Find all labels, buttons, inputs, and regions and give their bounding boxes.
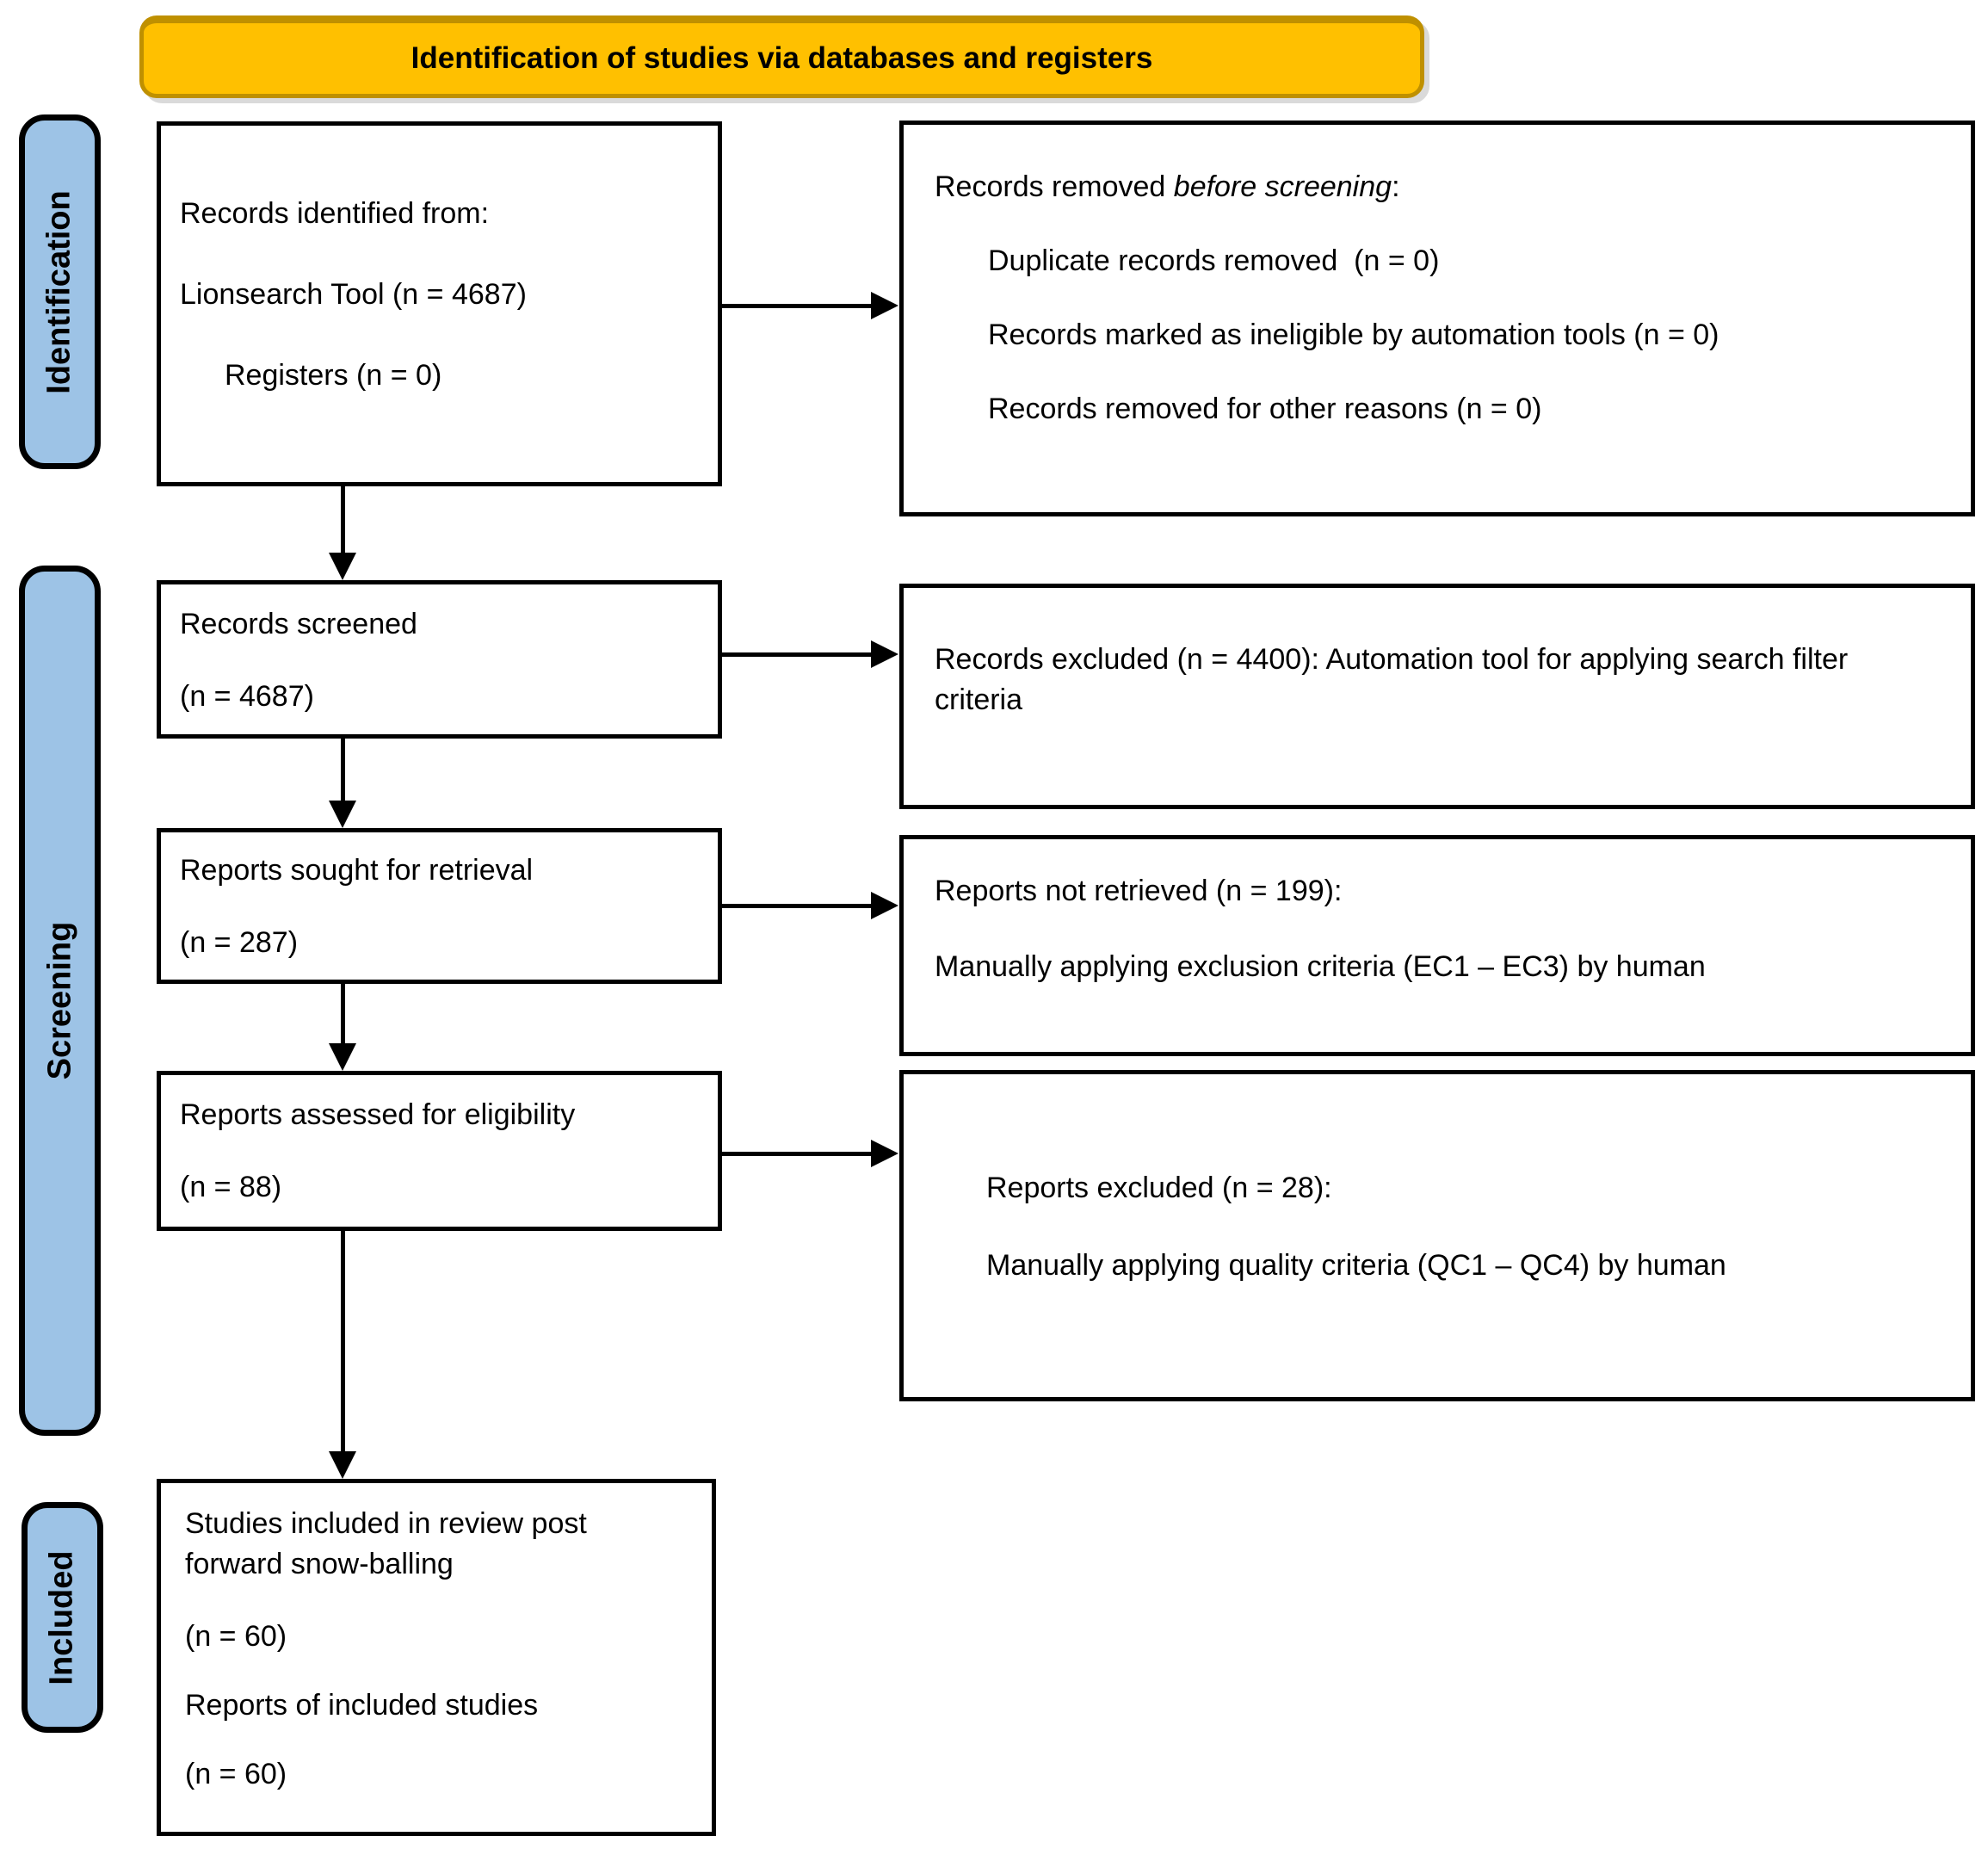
- arrow-line: [341, 739, 345, 802]
- arrow-line: [341, 486, 345, 554]
- diagram-title: Identification of studies via databases and registers: [411, 41, 1153, 75]
- records-removed-heading: [935, 170, 1945, 204]
- records-removed-heading-suffix: :: [1392, 170, 1400, 203]
- box-reports-excluded: [899, 1070, 1975, 1401]
- records-excluded-text: Records excluded (n = 4400): Automation tool for applying search filter criteria: [935, 643, 1856, 716]
- stage-label-screening-text: Screening: [41, 921, 78, 1080]
- records-removed-item: Records removed for other reasons (n = 0): [988, 393, 1542, 425]
- reports-assessed-line: (n = 88): [180, 1171, 282, 1203]
- records-identified-line: Lionsearch Tool (n = 4687): [180, 278, 527, 311]
- arrow-line: [341, 984, 345, 1045]
- studies-included-line: (n = 60): [185, 1758, 287, 1790]
- arrow-line: [721, 904, 873, 908]
- records-screened-line: Records screened: [180, 608, 417, 640]
- records-identified-line: Records identified from:: [180, 197, 490, 230]
- stage-label-identification-text: Identification: [41, 189, 78, 394]
- box-records-screened: [157, 580, 722, 739]
- arrow-line: [341, 1231, 345, 1453]
- box-reports-sought: [157, 828, 722, 984]
- box-studies-included: [157, 1479, 716, 1836]
- stage-label-included-text: Included: [44, 1549, 81, 1685]
- stage-label-screening: [19, 566, 101, 1436]
- title-banner: [139, 15, 1424, 98]
- records-screened-line: (n = 4687): [180, 680, 314, 713]
- arrow-line: [721, 304, 873, 308]
- arrow-head-down-icon: [329, 1043, 356, 1071]
- records-removed-heading-prefix: Records removed: [935, 170, 1174, 203]
- studies-included-paragraph: Studies included in review post forward snow-balling: [185, 1507, 596, 1580]
- arrow-head-right-icon: [871, 1140, 898, 1167]
- box-records-removed: [899, 121, 1975, 516]
- arrow-line: [721, 652, 873, 657]
- box-reports-not-retrieved: [899, 835, 1975, 1056]
- arrow-head-down-icon: [329, 553, 356, 580]
- reports-not-retrieved-line: Reports not retrieved (n = 199):: [935, 875, 1343, 907]
- box-reports-assessed: [157, 1071, 722, 1231]
- stage-label-included: [22, 1502, 103, 1733]
- box-records-excluded: [899, 584, 1975, 809]
- arrow-head-down-icon: [329, 1451, 356, 1479]
- records-removed-item: Duplicate records removed (n = 0): [988, 244, 1440, 277]
- arrow-head-right-icon: [871, 892, 898, 919]
- reports-excluded-line: Reports excluded (n = 28):: [986, 1172, 1332, 1204]
- studies-included-line: Reports of included studies: [185, 1689, 539, 1722]
- studies-included-line: (n = 60): [185, 1620, 287, 1653]
- records-identified-line: Registers (n = 0): [225, 359, 442, 392]
- records-removed-item: Records marked as ineligible by automation tools (n = 0): [988, 318, 1719, 351]
- box-records-identified: [157, 121, 722, 486]
- reports-sought-line: Reports sought for retrieval: [180, 854, 534, 887]
- arrow-head-right-icon: [871, 292, 898, 319]
- reports-sought-line: (n = 287): [180, 926, 299, 959]
- records-removed-heading-italic: before screening: [1173, 170, 1392, 203]
- arrow-head-down-icon: [329, 801, 356, 828]
- arrow-line: [721, 1152, 873, 1156]
- reports-assessed-line: Reports assessed for eligibility: [180, 1098, 576, 1131]
- reports-excluded-line: Manually applying quality criteria (QC1 – QC4) by human: [986, 1249, 1726, 1282]
- reports-not-retrieved-line: Manually applying exclusion criteria (EC1 – EC3) by human: [935, 950, 1706, 983]
- stage-label-identification: [19, 114, 101, 469]
- arrow-head-right-icon: [871, 640, 898, 668]
